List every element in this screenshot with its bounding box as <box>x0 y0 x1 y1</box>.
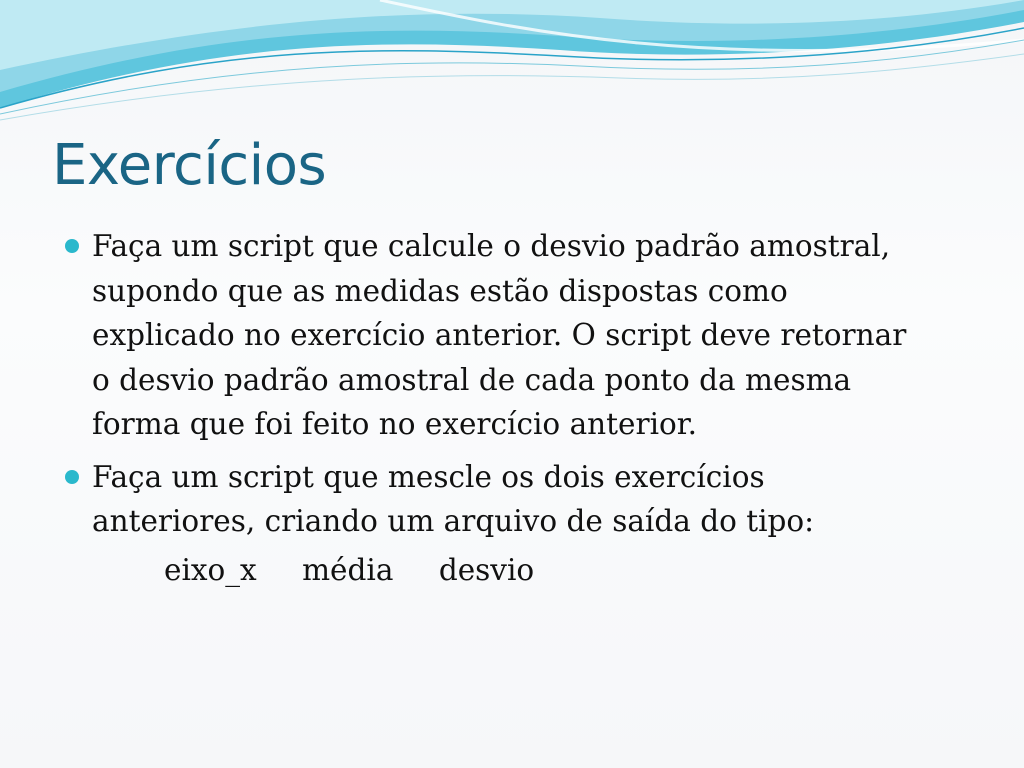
column-media: média <box>302 552 394 587</box>
bullet-text-line: forma que foi feito no exercício anterior. <box>92 407 698 441</box>
bullet-text-line: Faça um script que mescle os dois exercícios <box>92 459 765 494</box>
header-wave-decoration <box>0 0 1024 130</box>
bullet-dot-icon <box>65 239 79 253</box>
bullet-text-line: o desvio padrão amostral de cada ponto da mesma <box>92 362 852 397</box>
column-eixo-x: eixo_x <box>164 552 257 587</box>
bullet-dot-icon <box>65 470 79 484</box>
slide-title: Exercícios <box>52 133 327 198</box>
bullet-text-line: anteriores, criando um arquivo de saída do tipo: <box>92 504 815 538</box>
bullet-text-line: Faça um script que calcule o desvio padrão amostral, <box>92 229 891 263</box>
bullet-text-line: supondo que as medidas estão dispostas como <box>92 273 788 308</box>
slide-body <box>62 224 972 592</box>
column-desvio: desvio <box>438 552 535 587</box>
bullet-item-merge <box>62 455 972 544</box>
bullet-text-line: explicado no exercício anterior. O script deve retornar <box>92 318 907 352</box>
bullet-item-std-dev <box>62 224 972 447</box>
output-format-columns <box>164 548 972 593</box>
